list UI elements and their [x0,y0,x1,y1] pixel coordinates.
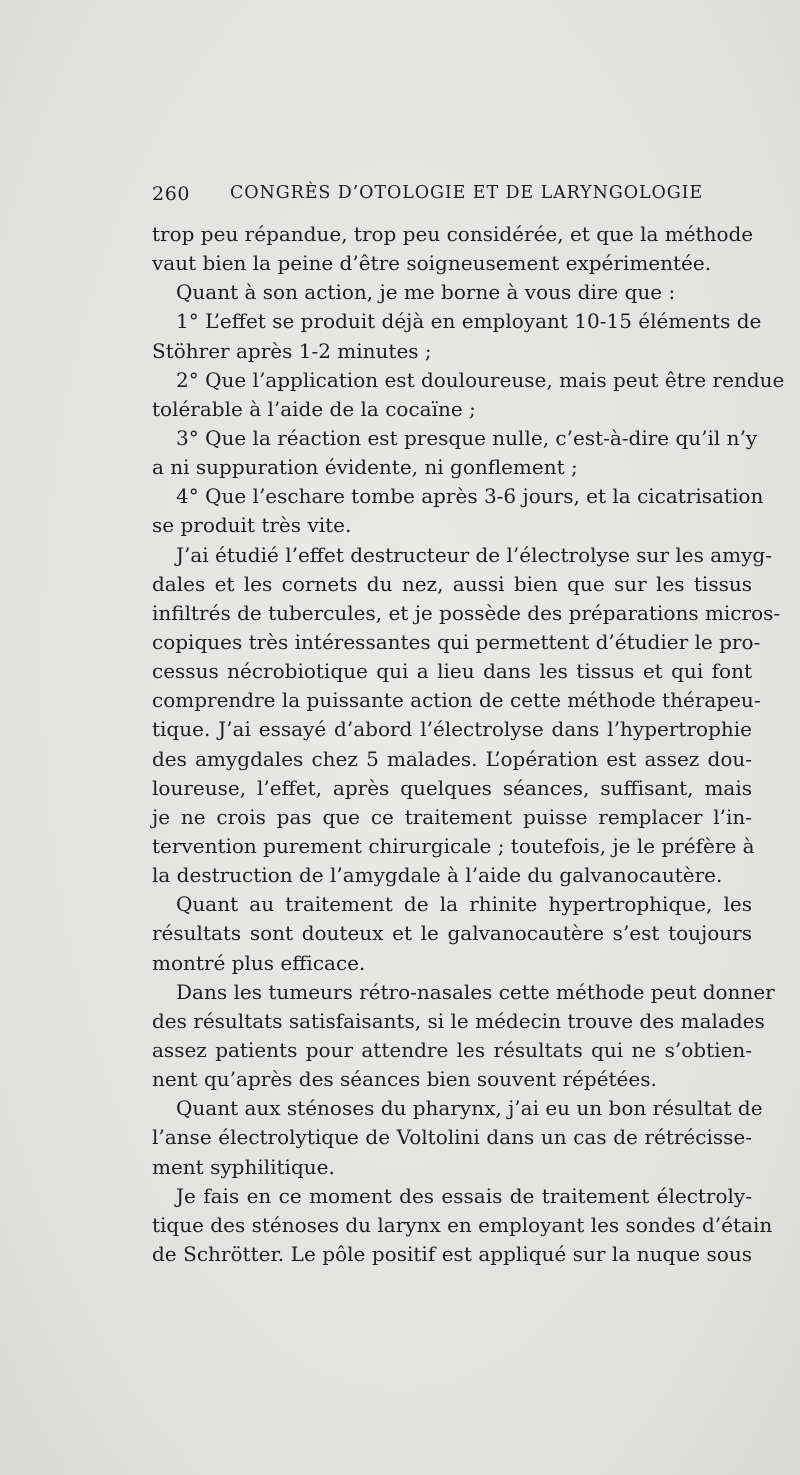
text-line: résultats sont douteux et le galvanocautère s’est toujours [152,921,752,946]
text-line: Je fais en ce moment des essais de traitement électroly- [176,1183,752,1208]
text-line: vaut bien la peine d’être soigneusement expérimentée. [152,251,712,276]
text-line: Dans les tumeurs rétro-nasales cette méthode peut donner [176,979,775,1004]
text-line: assez patients pour attendre les résultats qui ne s’obtien- [152,1037,752,1062]
text-line: se produit très vite. [152,513,352,538]
text-line: tolérable à l’aide de la cocaïne ; [152,396,476,421]
text-line: infiltrés de tubercules, et je possède des préparations micros- [152,600,781,625]
text-line: Quant aux sténoses du pharynx, j’ai eu un bon résultat de [176,1096,763,1121]
text-line: ment syphilitique. [152,1154,335,1179]
text-line: de Schrötter. Le pôle positif est appliqué sur la nuque sous [152,1241,752,1266]
text-line: a ni suppuration évidente, ni gonflement ; [152,455,578,480]
text-line: 1° L’effet se produit déjà en employant 10-15 éléments de [176,309,762,334]
text-line: cessus nécrobiotique qui a lieu dans les tissus et qui font [152,659,752,684]
text-line: des amygdales chez 5 malades. L’opération est assez dou- [152,746,752,771]
page-number: 260 [152,183,191,205]
text-line: dales et les cornets du nez, aussi bien que sur les tissus [152,571,752,596]
text-line: Quant au traitement de la rhinite hypertrophique, les [176,892,752,917]
text-line: nent qu’après des séances bien souvent répétées. [152,1067,657,1092]
body-text [152,220,785,1269]
text-line: trop peu répandue, trop peu considérée, et que la méthode [152,222,754,246]
text-line: 2° Que l’application est douloureuse, mais peut être rendue [176,367,785,392]
text-line: tique. J’ai essayé d’abord l’électrolyse dans l’hypertrophie [152,717,752,742]
running-title: CONGRÈS D’OTOLOGIE ET DE LARYNGOLOGIE [230,183,704,203]
text-line: 4° Que l’eschare tombe après 3-6 jours, et la cicatrisation [176,484,764,509]
running-header [152,183,752,215]
text-line: loureuse, l’effet, après quelques séances, suffisant, mais [152,775,752,800]
text-line: Stöhrer après 1-2 minutes ; [152,338,432,363]
text-line: copiques très intéressantes qui permettent d’étudier le pro- [152,629,761,654]
text-line: tervention purement chirurgicale ; toutefois, je le préfère à [152,833,755,858]
text-line: 3° Que la réaction est presque nulle, c’est-à-dire qu’il n’y [176,425,758,450]
text-line: la destruction de l’amygdale à l’aide du galvanocautère. [152,863,723,888]
text-line: montré plus efficace. [152,950,366,975]
text-line: Quant à son action, je me borne à vous dire que : [176,280,676,305]
text-line: comprendre la puissante action de cette méthode thérapeu- [152,688,761,713]
text-line: je ne crois pas que ce traitement puisse remplacer l’in- [152,804,752,829]
text-line: J’ai étudié l’effet destructeur de l’électrolyse sur les amyg- [176,542,772,567]
text-line: l’anse électrolytique de Voltolini dans un cas de rétrécisse- [152,1125,752,1150]
text-line: tique des sténoses du larynx en employant les sondes d’étain [152,1212,773,1237]
text-line: des résultats satisfaisants, si le médecin trouve des malades [152,1008,765,1033]
